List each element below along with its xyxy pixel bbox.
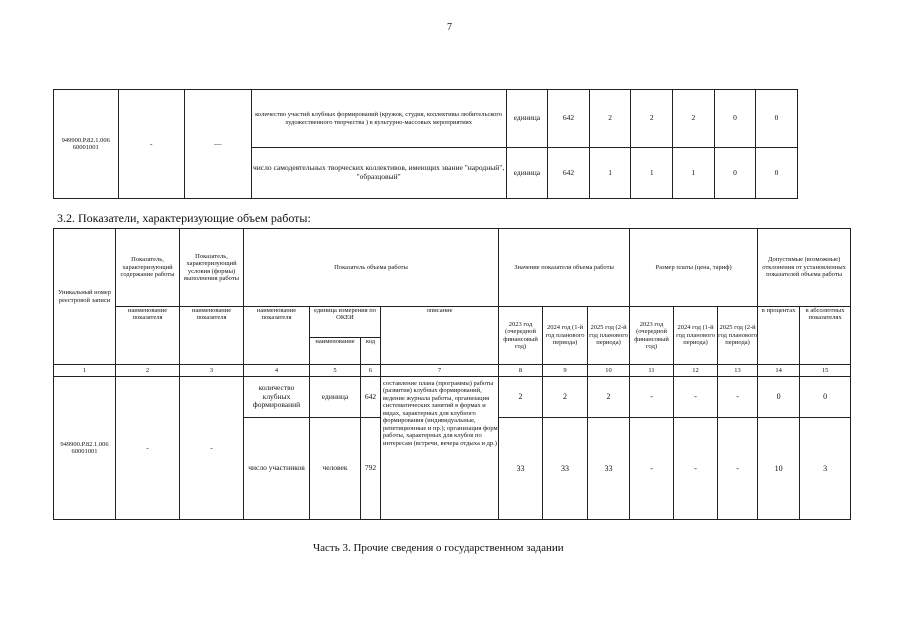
deviation-cell: 3 (800, 418, 851, 520)
header-deviation: Допустимые (возможные) отклонения от установленных показателей объема работы (758, 229, 851, 307)
unit-cell: единица (506, 90, 548, 148)
indicator-name-cell: количество участий клубных формирований (кружок, студия, коллективы любительского художественного творчества ) в культурно-массовых мероприятиях (251, 90, 506, 148)
header-price: Размер платы (цена, тариф) (630, 229, 758, 307)
deviation-cell: 0 (800, 377, 851, 418)
value-cell: 1 (631, 148, 673, 199)
header-description: описание (381, 307, 499, 365)
unit-cell: человек (310, 418, 361, 520)
content-cell: - (118, 90, 185, 199)
column-number: 2 (116, 365, 180, 377)
indicator-name-cell: количество клубных формирований (244, 377, 310, 418)
header-okei: единица измерения по ОКЕИ (310, 307, 381, 338)
code-cell: 792 (361, 418, 381, 520)
code-cell: 642 (548, 90, 590, 148)
unit-cell: единица (506, 148, 548, 199)
registry-number-cell: 949900.Р.82.1.006 60001001 (54, 377, 116, 520)
header-year: 2025 год (2-й год планового периода) (588, 307, 630, 365)
registry-number-cell: 949900.Р.82.1.006 60001001 (54, 90, 119, 199)
column-number: 5 (310, 365, 361, 377)
code-cell: 642 (361, 377, 381, 418)
value-cell: 33 (588, 418, 630, 520)
deviation-cell: 0 (756, 148, 798, 199)
conditions-cell: - (180, 377, 244, 520)
price-cell: - (630, 418, 674, 520)
header-volume: Показатель объема работы (244, 229, 499, 307)
unit-cell: единица (310, 377, 361, 418)
column-number: 12 (674, 365, 718, 377)
column-number: 10 (588, 365, 630, 377)
column-number: 4 (244, 365, 310, 377)
indicator-name-cell: число участников (244, 418, 310, 520)
value-cell: 2 (631, 90, 673, 148)
header-year: 2025 год (2-й год планового периода) (718, 307, 758, 365)
column-number: 3 (180, 365, 244, 377)
page-number: 7 (447, 22, 452, 33)
price-cell: - (630, 377, 674, 418)
header-ind-name: наименование показателя (244, 307, 310, 365)
volume-indicators-table (53, 228, 851, 520)
header-conditions: Показатель, характеризующий условия (формы) выполнения работы (180, 229, 244, 307)
price-cell: - (718, 418, 758, 520)
value-cell: 2 (588, 377, 630, 418)
deviation-cell: 0 (758, 377, 800, 418)
header-year: 2024 год (1-й год планового периода) (674, 307, 718, 365)
column-number: 13 (718, 365, 758, 377)
column-number: 1 (54, 365, 116, 377)
deviation-cell: 0 (714, 148, 756, 199)
value-cell: 1 (589, 148, 631, 199)
column-number: 11 (630, 365, 674, 377)
deviation-cell: 0 (756, 90, 798, 148)
column-number: 15 (800, 365, 851, 377)
header-ind-name: наименование показателя (116, 307, 180, 365)
column-number: 6 (361, 365, 381, 377)
header-content: Показатель, характеризующий содержание работы (116, 229, 180, 307)
header-year: 2023 год (очередной финансовый год) (630, 307, 674, 365)
header-percent: в процентах (758, 307, 800, 365)
value-cell: 2 (499, 377, 543, 418)
deviation-cell: 0 (714, 90, 756, 148)
value-cell: 2 (543, 377, 588, 418)
price-cell: - (718, 377, 758, 418)
quality-indicators-table (53, 89, 850, 199)
column-number: 9 (543, 365, 588, 377)
code-cell: 642 (548, 148, 590, 199)
header-absolute: в абсолютных показателях (800, 307, 851, 365)
value-cell: 2 (589, 90, 631, 148)
column-number: 7 (381, 365, 499, 377)
header-okei-name: наименование (310, 338, 361, 365)
value-cell: 33 (543, 418, 588, 520)
header-year: 2024 год (1-й год планового периода) (543, 307, 588, 365)
header-year: 2023 год (очередной финансовый год) (499, 307, 543, 365)
header-registry: Уникальный номер реестровой записи (54, 229, 116, 365)
price-cell: - (674, 418, 718, 520)
column-number: 14 (758, 365, 800, 377)
content-cell: - (116, 377, 180, 520)
header-values: Значение показателя объема работы (499, 229, 630, 307)
indicator-name-cell: число самодеятельных творческих коллективов, имеющих звание "народный", "образцовый" (251, 148, 506, 199)
description-cell: составление плана (программы) работы (развития) клубных формирований, ведение журнала работы, организация систематических занятий в формах и видах, характерных для клубного формирования (индивидуальные, репетиционные и пр.); организация форм работы, характерных для клубов по интересам (встречи, вечера отдыха и др.) (381, 377, 499, 520)
conditions-cell: — (185, 90, 252, 199)
header-okei-code: код (361, 338, 381, 365)
part-title: Часть 3. Прочие сведения о государственном задании (313, 542, 564, 554)
header-ind-name: наименование показателя (180, 307, 244, 365)
price-cell: - (674, 377, 718, 418)
value-cell: 1 (673, 148, 715, 199)
column-number: 8 (499, 365, 543, 377)
section-title: 3.2. Показатели, характеризующие объем работы: (57, 211, 311, 225)
value-cell: 33 (499, 418, 543, 520)
deviation-cell: 10 (758, 418, 800, 520)
value-cell: 2 (673, 90, 715, 148)
